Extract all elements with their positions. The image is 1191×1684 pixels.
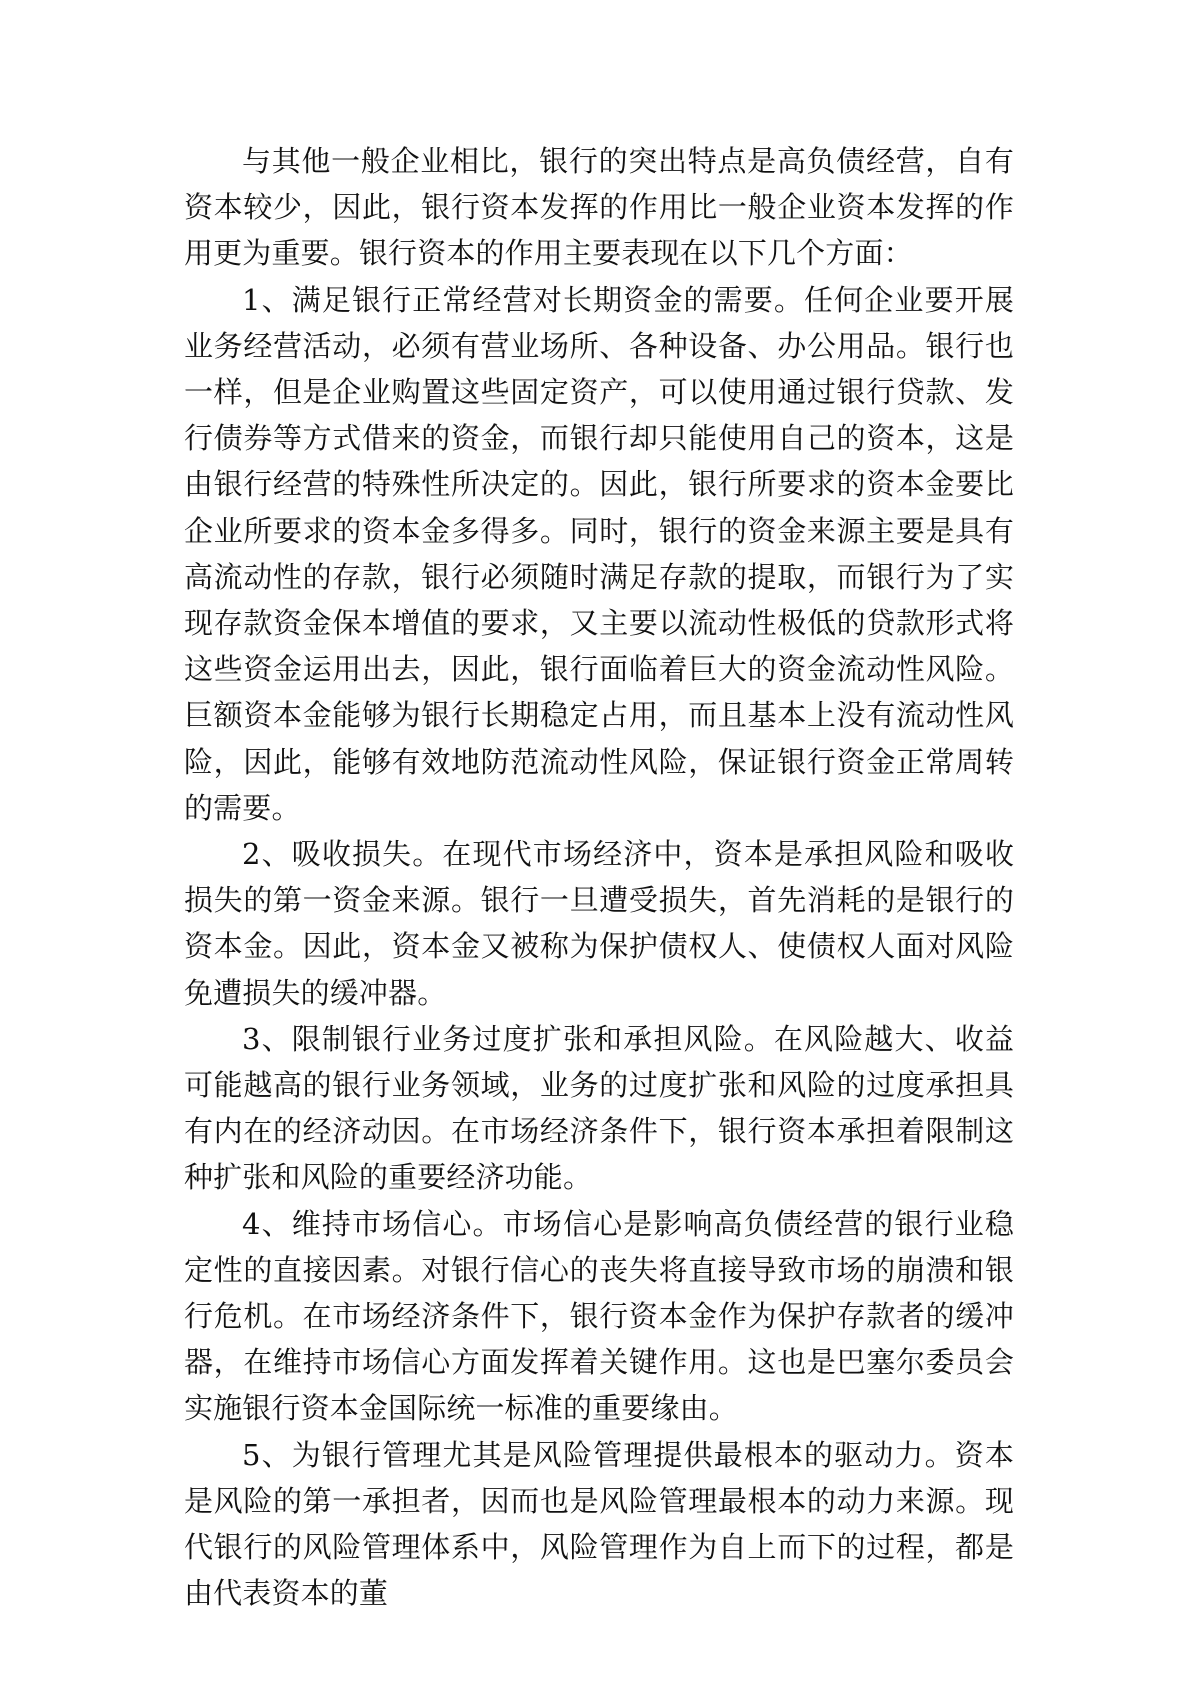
paragraph-point-3: 3、限制银行业务过度扩张和承担风险。在风险越大、收益可能越高的银行业务领域，业务的过度扩张和风险的过度承担具有内在的经济动因。在市场经济条件下，银行资本承担着限制这种扩张和风险的重要经济功能。: [184, 1021, 1014, 1195]
paragraph-point-1: 1、满足银行正常经营对长期资金的需要。任何企业要开展业务经营活动，必须有营业场所、各种设备、办公用品。银行也一样，但是企业购置这些固定资产，可以使用通过银行贷款、发行债券等方式借来的资金，而银行却只能使用自己的资本，这是由银行经营的特殊性所决定的。因此，银行所要求的资本金要比企业所要求的资本金多得多。同时，银行的资金来源主要是具有高流动性的存款，银行必须随时满足存款的提取，而银行为了实现存款资金保本增值的要求，又主要以流动性极低的贷款形式将这些资金运用出去，因此，银行面临着巨大的资金流动性风险。巨额资本金能够为银行长期稳定占用，而且基本上没有流动性风险，因此，能够有效地防范流动性风险，保证银行资金正常周转的需要。: [184, 282, 1014, 825]
paragraph-point-4: 4、维持市场信心。市场信心是影响高负债经营的银行业稳定性的直接因素。对银行信心的丧失将直接导致市场的崩溃和银行危机。在市场经济条件下，银行资本金作为保护存款者的缓冲器，在维持市场信心方面发挥着关键作用。这也是巴塞尔委员会实施银行资本金国际统一标准的重要缘由。: [184, 1206, 1014, 1426]
paragraph-point-2: 2、吸收损失。在现代市场经济中，资本是承担风险和吸收损失的第一资金来源。银行一旦遭受损失，首先消耗的是银行的资本金。因此，资本金又被称为保护债权人、使债权人面对风险免遭损失的缓冲器。: [184, 837, 1014, 1010]
document-page: [184, 138, 1014, 1617]
paragraph-point-5: 5、为银行管理尤其是风险管理提供最根本的驱动力。资本是风险的第一承担者，因而也是风险管理最根本的动力来源。现代银行的风险管理体系中，风险管理作为自上而下的过程，都是由代表资本的董: [184, 1437, 1014, 1611]
paragraph-intro: 与其他一般企业相比，银行的突出特点是高负债经营，自有资本较少，因此，银行资本发挥的作用比一般企业资本发挥的作用更为重要。银行资本的作用主要表现在以下几个方面：: [184, 144, 1014, 271]
